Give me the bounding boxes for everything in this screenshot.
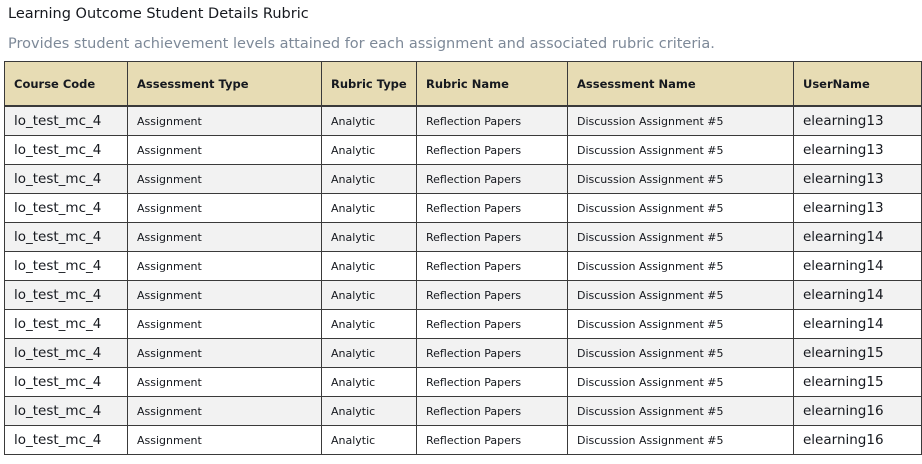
assessment-name-cell: Discussion Assignment #5 — [568, 397, 794, 426]
username-cell: elearning14 — [794, 281, 922, 310]
username-cell: elearning15 — [794, 339, 922, 368]
username-cell: elearning13 — [794, 136, 922, 165]
assessment-name-cell: Discussion Assignment #5 — [568, 106, 794, 136]
course-code-cell: lo_test_mc_4 — [5, 397, 128, 426]
assessment-type-cell: Assignment — [128, 252, 322, 281]
column-header-course-code[interactable]: Course Code — [5, 62, 128, 107]
course-code-cell: lo_test_mc_4 — [5, 339, 128, 368]
assessment-name-cell: Discussion Assignment #5 — [568, 368, 794, 397]
course-code-cell: lo_test_mc_4 — [5, 165, 128, 194]
assessment-name-cell: Discussion Assignment #5 — [568, 339, 794, 368]
report-description: Provides student achievement levels attained for each assignment and associated rubric criteria. — [8, 36, 715, 52]
assessment-type-cell: Assignment — [128, 165, 322, 194]
username-cell: elearning14 — [794, 223, 922, 252]
assessment-type-cell: Assignment — [128, 397, 322, 426]
assessment-type-cell: Assignment — [128, 194, 322, 223]
column-header-rubric-name[interactable]: Rubric Name — [417, 62, 568, 107]
table-row — [5, 194, 922, 223]
username-cell: elearning16 — [794, 426, 922, 455]
rubric-type-cell: Analytic — [322, 426, 417, 455]
rubric-name-cell: Reflection Papers — [417, 194, 568, 223]
rubric-type-cell: Analytic — [322, 339, 417, 368]
rubric-name-cell: Reflection Papers — [417, 281, 568, 310]
assessment-name-cell: Discussion Assignment #5 — [568, 194, 794, 223]
rubric-type-cell: Analytic — [322, 252, 417, 281]
rubric-name-cell: Reflection Papers — [417, 339, 568, 368]
username-cell: elearning13 — [794, 165, 922, 194]
username-cell: elearning15 — [794, 368, 922, 397]
rubric-type-cell: Analytic — [322, 106, 417, 136]
rubric-name-cell: Reflection Papers — [417, 136, 568, 165]
rubric-name-cell: Reflection Papers — [417, 368, 568, 397]
assessment-type-cell: Assignment — [128, 426, 322, 455]
course-code-cell: lo_test_mc_4 — [5, 252, 128, 281]
assessment-type-cell: Assignment — [128, 310, 322, 339]
rubric-type-cell: Analytic — [322, 194, 417, 223]
table-row — [5, 397, 922, 426]
rubric-type-cell: Analytic — [322, 136, 417, 165]
assessment-name-cell: Discussion Assignment #5 — [568, 223, 794, 252]
course-code-cell: lo_test_mc_4 — [5, 106, 128, 136]
assessment-type-cell: Assignment — [128, 281, 322, 310]
username-cell: elearning14 — [794, 310, 922, 339]
assessment-type-cell: Assignment — [128, 136, 322, 165]
rubric-name-cell: Reflection Papers — [417, 397, 568, 426]
assessment-name-cell: Discussion Assignment #5 — [568, 281, 794, 310]
rubric-type-cell: Analytic — [322, 165, 417, 194]
assessment-name-cell: Discussion Assignment #5 — [568, 426, 794, 455]
course-code-cell: lo_test_mc_4 — [5, 368, 128, 397]
assessment-name-cell: Discussion Assignment #5 — [568, 252, 794, 281]
rubric-type-cell: Analytic — [322, 281, 417, 310]
table-row — [5, 223, 922, 252]
rubric-name-cell: Reflection Papers — [417, 426, 568, 455]
username-cell: elearning14 — [794, 252, 922, 281]
rubric-name-cell: Reflection Papers — [417, 310, 568, 339]
rubric-name-cell: Reflection Papers — [417, 165, 568, 194]
rubric-name-cell: Reflection Papers — [417, 252, 568, 281]
course-code-cell: lo_test_mc_4 — [5, 426, 128, 455]
table-row — [5, 281, 922, 310]
table-row — [5, 106, 922, 136]
username-cell: elearning13 — [794, 106, 922, 136]
table-row — [5, 310, 922, 339]
table-row — [5, 368, 922, 397]
course-code-cell: lo_test_mc_4 — [5, 223, 128, 252]
username-cell: elearning13 — [794, 194, 922, 223]
table-row — [5, 252, 922, 281]
column-header-assessment-name[interactable]: Assessment Name — [568, 62, 794, 107]
table-row — [5, 136, 922, 165]
course-code-cell: lo_test_mc_4 — [5, 310, 128, 339]
table-row — [5, 339, 922, 368]
table-row — [5, 165, 922, 194]
rubric-details-table — [4, 61, 922, 455]
username-cell: elearning16 — [794, 397, 922, 426]
course-code-cell: lo_test_mc_4 — [5, 281, 128, 310]
rubric-name-cell: Reflection Papers — [417, 223, 568, 252]
assessment-type-cell: Assignment — [128, 368, 322, 397]
column-header-rubric-type[interactable]: Rubric Type — [322, 62, 417, 107]
assessment-name-cell: Discussion Assignment #5 — [568, 165, 794, 194]
table-row — [5, 426, 922, 455]
assessment-type-cell: Assignment — [128, 106, 322, 136]
column-header-username[interactable]: UserName — [794, 62, 922, 107]
rubric-type-cell: Analytic — [322, 310, 417, 339]
rubric-type-cell: Analytic — [322, 397, 417, 426]
assessment-name-cell: Discussion Assignment #5 — [568, 310, 794, 339]
course-code-cell: lo_test_mc_4 — [5, 194, 128, 223]
rubric-type-cell: Analytic — [322, 223, 417, 252]
assessment-type-cell: Assignment — [128, 339, 322, 368]
assessment-type-cell: Assignment — [128, 223, 322, 252]
course-code-cell: lo_test_mc_4 — [5, 136, 128, 165]
rubric-name-cell: Reflection Papers — [417, 106, 568, 136]
assessment-name-cell: Discussion Assignment #5 — [568, 136, 794, 165]
report-title: Learning Outcome Student Details Rubric — [8, 6, 309, 22]
column-header-assessment-type[interactable]: Assessment Type — [128, 62, 322, 107]
rubric-type-cell: Analytic — [322, 368, 417, 397]
table-header-row — [5, 62, 922, 107]
